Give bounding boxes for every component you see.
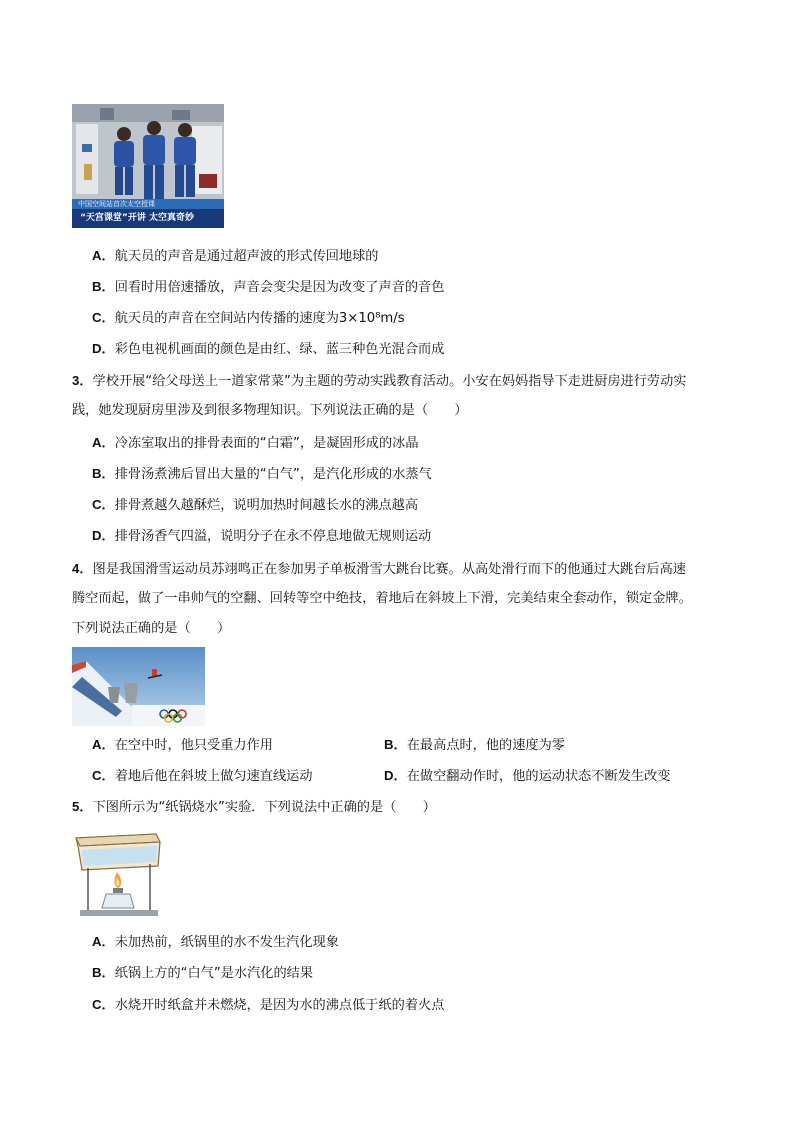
space-station-photo [72, 104, 224, 228]
q5-option-c: C．水烧开时纸盒并未燃烧，是因为水的沸点低于纸的着火点 [92, 997, 445, 1013]
q2-option-b: B．回看时用倍速播放，声音会变尖是因为改变了声音的音色 [92, 279, 445, 295]
q3-option-c: C．排骨煮越久越酥烂，说明加热时间越长水的沸点越高 [92, 497, 419, 513]
q4-option-a: A．在空中时，他只受重力作用 [92, 737, 273, 753]
q3-stem-line-1: 3．学校开展“给父母送上一道家常菜”为主题的劳动实践教育活动。小安在妈妈指导下走进厨房进行劳动实 [72, 373, 687, 389]
q4-option-d: D．在做空翻动作时，他的运动状态不断发生改变 [384, 768, 671, 784]
q4-option-b: B．在最高点时，他的速度为零 [384, 737, 565, 753]
q3-option-b: B．排骨汤煮沸后冒出大量的“白气”，是汽化形成的水蒸气 [92, 466, 432, 482]
q2-option-d: D．彩色电视机画面的颜色是由红、绿、蓝三种色光混合而成 [92, 341, 445, 357]
q4-stem-line-2: 腾空而起，做了一串帅气的空翻、回转等空中绝技，着地后在斜坡上下滑，完美结束全套动作，锁定金牌。 [72, 591, 692, 606]
q3-option-d: D．排骨汤香气四溢，说明分子在永不停息地做无规则运动 [92, 528, 432, 544]
paper-pot-diagram [72, 828, 164, 920]
photo-caption-main: “天宫课堂”开讲 太空真奇妙 [80, 213, 194, 223]
q3-stem-line-2: 践，她发现厨房里涉及到很多物理知识。下列说法正确的是（ ） [72, 403, 468, 418]
ski-jump-photo [72, 647, 205, 726]
q5-option-b: B．纸锅上方的“白气”是水汽化的结果 [92, 965, 314, 981]
q3-option-a: A．冷冻室取出的排骨表面的“白霜”，是凝固形成的冰晶 [92, 435, 419, 451]
photo-caption-small: 中国空间站首次太空授课 [78, 200, 155, 208]
q5-option-a: A．未加热前，纸锅里的水不发生汽化现象 [92, 934, 339, 950]
q4-stem-line-1: 4．图是我国滑雪运动员苏翊鸣正在参加男子单板滑雪大跳台比赛。从高处滑行而下的他通过大跳台后高速 [72, 561, 686, 577]
ski-jump-illustration [72, 647, 205, 726]
q5-stem-line-1: 5．下图所示为“纸锅烧水”实验．下列说法中正确的是（ ） [72, 799, 436, 815]
q4-stem-line-3: 下列说法正确的是（ ） [72, 621, 231, 636]
q4-option-c: C．着地后他在斜坡上做匀速直线运动 [92, 768, 313, 784]
q2-option-a: A．航天员的声音是通过超声波的形式传回地球的 [92, 248, 379, 264]
paper-pot-illustration [72, 828, 164, 920]
q2-option-c: C．航天员的声音在空间站内传播的速度为3×10⁸m/s [92, 310, 405, 326]
